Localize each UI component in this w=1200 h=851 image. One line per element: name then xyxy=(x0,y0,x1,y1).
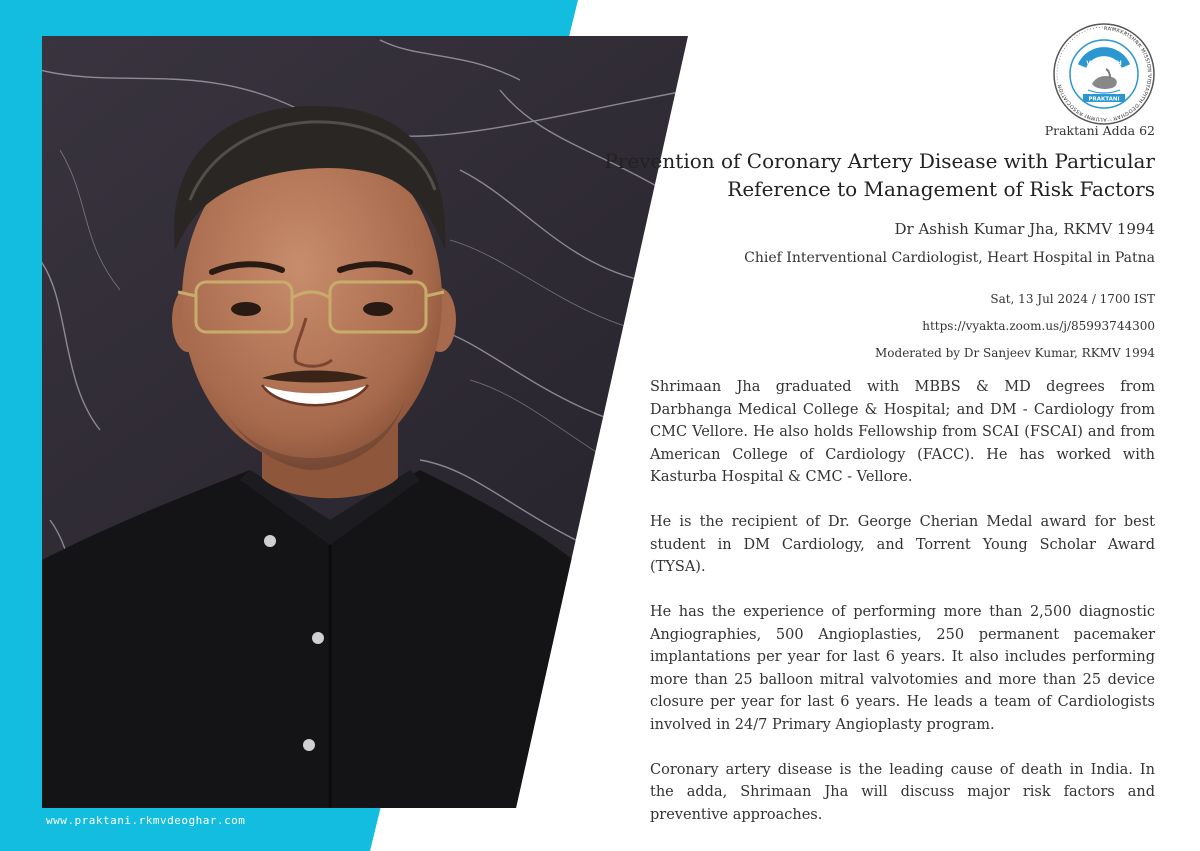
event-datetime: Sat, 13 Jul 2024 / 1700 IST xyxy=(990,292,1155,306)
alumni-association-logo xyxy=(1052,22,1156,126)
website-url[interactable]: www.praktani.rkmvdeoghar.com xyxy=(46,814,246,827)
logo-banner-text: PRAKTANI xyxy=(1088,96,1120,103)
zoom-link[interactable]: https://vyakta.zoom.us/j/85993744300 xyxy=(922,319,1155,333)
bio-paragraph-awards: He is the recipient of Dr. George Cherian Medal award for best student in DM Cardiology, and Torrent Young Scholar Award (TYSA). xyxy=(650,514,1155,575)
bio-paragraph-education: Shrimaan Jha graduated with MBBS & MD degrees from Darbhanga Medical College & Hospital; and DM - Cardiology from CMC Vellore. He also holds Fellowship from SCAI (FSCAI) and from American College of Cardiology (FACC). He has worked with Kasturba Hospital & CMC - Vellore. xyxy=(650,379,1155,485)
logo-ring-text: RAMAKRISHNA MISSION VIDYAPITH DEOGHAR · ALUMNI ASSOCIATION xyxy=(1057,25,1152,123)
moderator: Moderated by Dr Sanjeev Kumar, RKMV 1994 xyxy=(875,346,1155,360)
speaker-bio xyxy=(650,376,1155,849)
speaker-role: Chief Interventional Cardiologist, Heart Hospital in Patna xyxy=(744,250,1155,266)
bio-paragraph-topic: Coronary artery disease is the leading cause of death in India. In the adda, Shrimaan Jha will discuss major risk factors and preventive approaches. xyxy=(650,761,1155,823)
logo-center-text: VIDYAPITH xyxy=(1086,60,1122,67)
talk-title: Prevention of Coronary Artery Disease with Particular Reference to Management of Risk Factors xyxy=(604,149,1155,201)
event-series: Praktani Adda 62 xyxy=(1044,123,1155,138)
speaker-name: Dr Ashish Kumar Jha, RKMV 1994 xyxy=(894,220,1155,238)
bio-paragraph-experience: He has the experience of performing more than 2,500 diagnostic Angiographies, 500 Angioplasties, 250 permanent pacemaker implantations per year for last 6 years. It also includes performing more than 25 balloon mitral valvotomies and more than 25 device closure per year for last 6 years. He leads a team of Cardiologists involved in 24/7 Primary Angioplasty program. xyxy=(650,604,1155,733)
